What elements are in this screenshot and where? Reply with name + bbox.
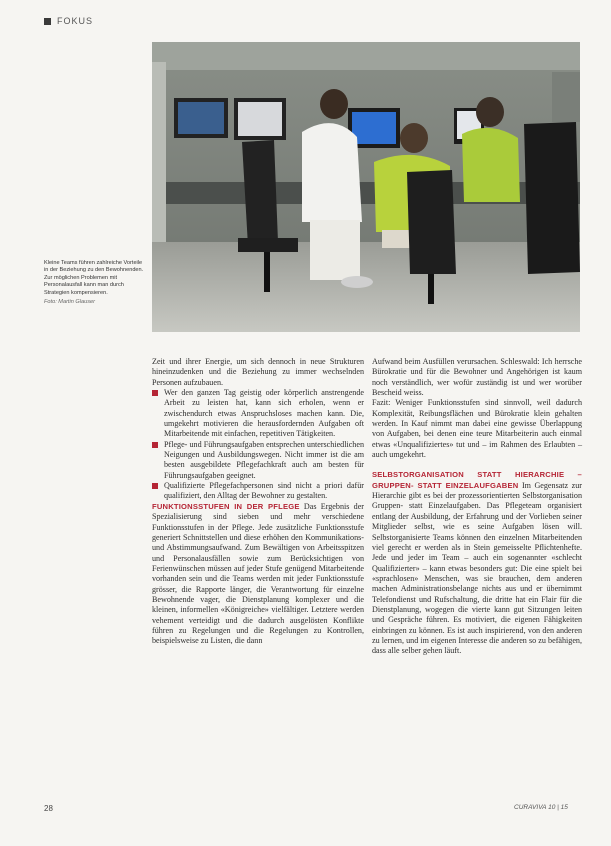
office-photo [152,42,580,332]
left-intro: Zeit und ihrer Energie, um sich dennoch in neue Strukturen hineinzudenken und die Beziehung zu immer wechselnden Personen aufzubauen. [152,357,364,387]
list-item: Pflege- und Führungsaufgaben entsprechen unterschiedlichen Neigungen und Ausbildungswegen. Nicht immer ist die am besten ausgebildete Pflegefachkraft auch am besten für Führungsaufgaben geeignet. [152,440,364,481]
magazine-issue: CURAVIVA 10 | 15 [514,804,568,811]
right-intro: Aufwand beim Ausfüllen verursachen. Schleswald: Ich herrsche Bürokratie und für die Bewohner und Angehörigen ist kaum noch verständlich, wer wofür zuständig ist und wer worüber Bescheid weiss. [372,357,582,398]
list-item: Qualifizierte Pflegefachpersonen sind nicht a priori dafür qualifiziert, den Alltag der Bewohner zu gestalten. [152,481,364,502]
bullet-icon [152,390,158,396]
photo-caption [44,260,144,306]
section-heading: SELBSTORGANISATION STATT HIERARCHIE – GRUPPEN- STATT EINZELAUFGABEN [372,470,582,490]
page-number: 28 [44,804,53,813]
right-body [372,470,582,656]
photo-illustration [152,42,580,332]
right-column [372,357,582,657]
left-column [152,357,364,647]
section-tag [44,16,93,26]
bullet-list [152,388,364,502]
photo-credit: Foto: Martin Glauser [44,299,95,306]
right-body-text: Im Gegensatz zur Hierarchie gibt es bei der prozessorientierten Selbstorganisation Gruppen- statt Einzelaufgaben. Das Pflegeteam organisiert entlang der Ausbildung, der Erfahrung und der Vorlieben seiner Mitglieder selbst, wie es seine Aufgaben lösen will. Selbstorganisierte Teams können den einzelnen Mitarbeitenden viel gerecht er werden als in Stein gemeisselte Pflichtenhefte. Jede und jeder im Team – auch ein sogenannter «schlecht Qualifizierter» – kann etwas besonders gut: Die eine spielt bei «sprachlosen» Menschen, was sie brauchen, dem anderen machen Administrationsbelange nichts aus und er übernimmt Telefondienst und Rufschaltung, die dritte hat ein Flair für die Dienstplanung, wogegen die vierte kann gut Sitzungen leiten und Gespräche führen. Es motiviert, die eigenen Fähigkeiten einbringen zu können. Es ist auch inspirierend, von den anderen zu lernen, und im eigenen Interesse die anderen so zu befähigen, dass alle selber gehen läuft. [372,480,582,656]
square-icon [44,18,51,25]
left-body [152,502,364,647]
section-label: FOKUS [57,16,94,26]
bullet-icon [152,442,158,448]
section-heading: FUNKTIONSSTUFEN IN DER PFLEGE [152,501,300,511]
left-body-text: Das Ergebnis der Spezialisierung sind sieben und mehr verschiedene Funktionsstufen in der Pflege. Jede zusätzliche Funktionsstufe generiert Schnittstellen und diese erhöhen den Kommunikations- und Abstimmungsaufwand. Zum Bewältigen von Arbeitsspitzen und Personalausfällen sowie zum Berücksichtigen von Ferienwünschen müssen auf jeder Stufe genügend Mitarbeitende vorhanden sein und die Teams werden mit jeder Funktionsstufe grösser, die Rapporte länger, die Verantwortung für einzelne Bewohnende vager, die Dienstplanung komplexer und die kleinen, informellen «Königreiche» vielfältiger. Letztere werden vehement verteidigt und die dadurch ausgelösten Konflikte führen zu Regelungen und die Regelungen zu Kontrollen, beispielsweise zu Listen, die dann [152,501,365,646]
bullet-icon [152,483,158,489]
list-item: Wer den ganzen Tag geistig oder körperlich anstrengende Arbeit zu leisten hat, kann sich erholen, wenn er zwischendurch etwas Anspruchsloses machen kann. Die, umgekehrt motivieren die herausfordernden Aufgaben oft Mitarbeitende mit einfachen, repetitiven Tätigkeiten. [152,388,364,440]
caption-text: Kleine Teams führen zahlreiche Vorteile in der Beziehung zu den Bewohnenden. Zur möglichen Problemen mit Personalausfall kann man durch Strategien kompensieren. [44,260,144,296]
right-para: Fazit: Weniger Funktionsstufen sind sinnvoll, weil dadurch Komplexität, Reibungsflächen und Bürokratie klein gehalten werden. In Kauf nimmt man dabei eine gewisse Überlappung von Aufgaben, bei denen eine teure Mitarbeiterin auch einmal etwas «Unqualifiziertes» tut und – im Rahmen des Erlaubten – auch umgekehrt. [372,398,582,460]
